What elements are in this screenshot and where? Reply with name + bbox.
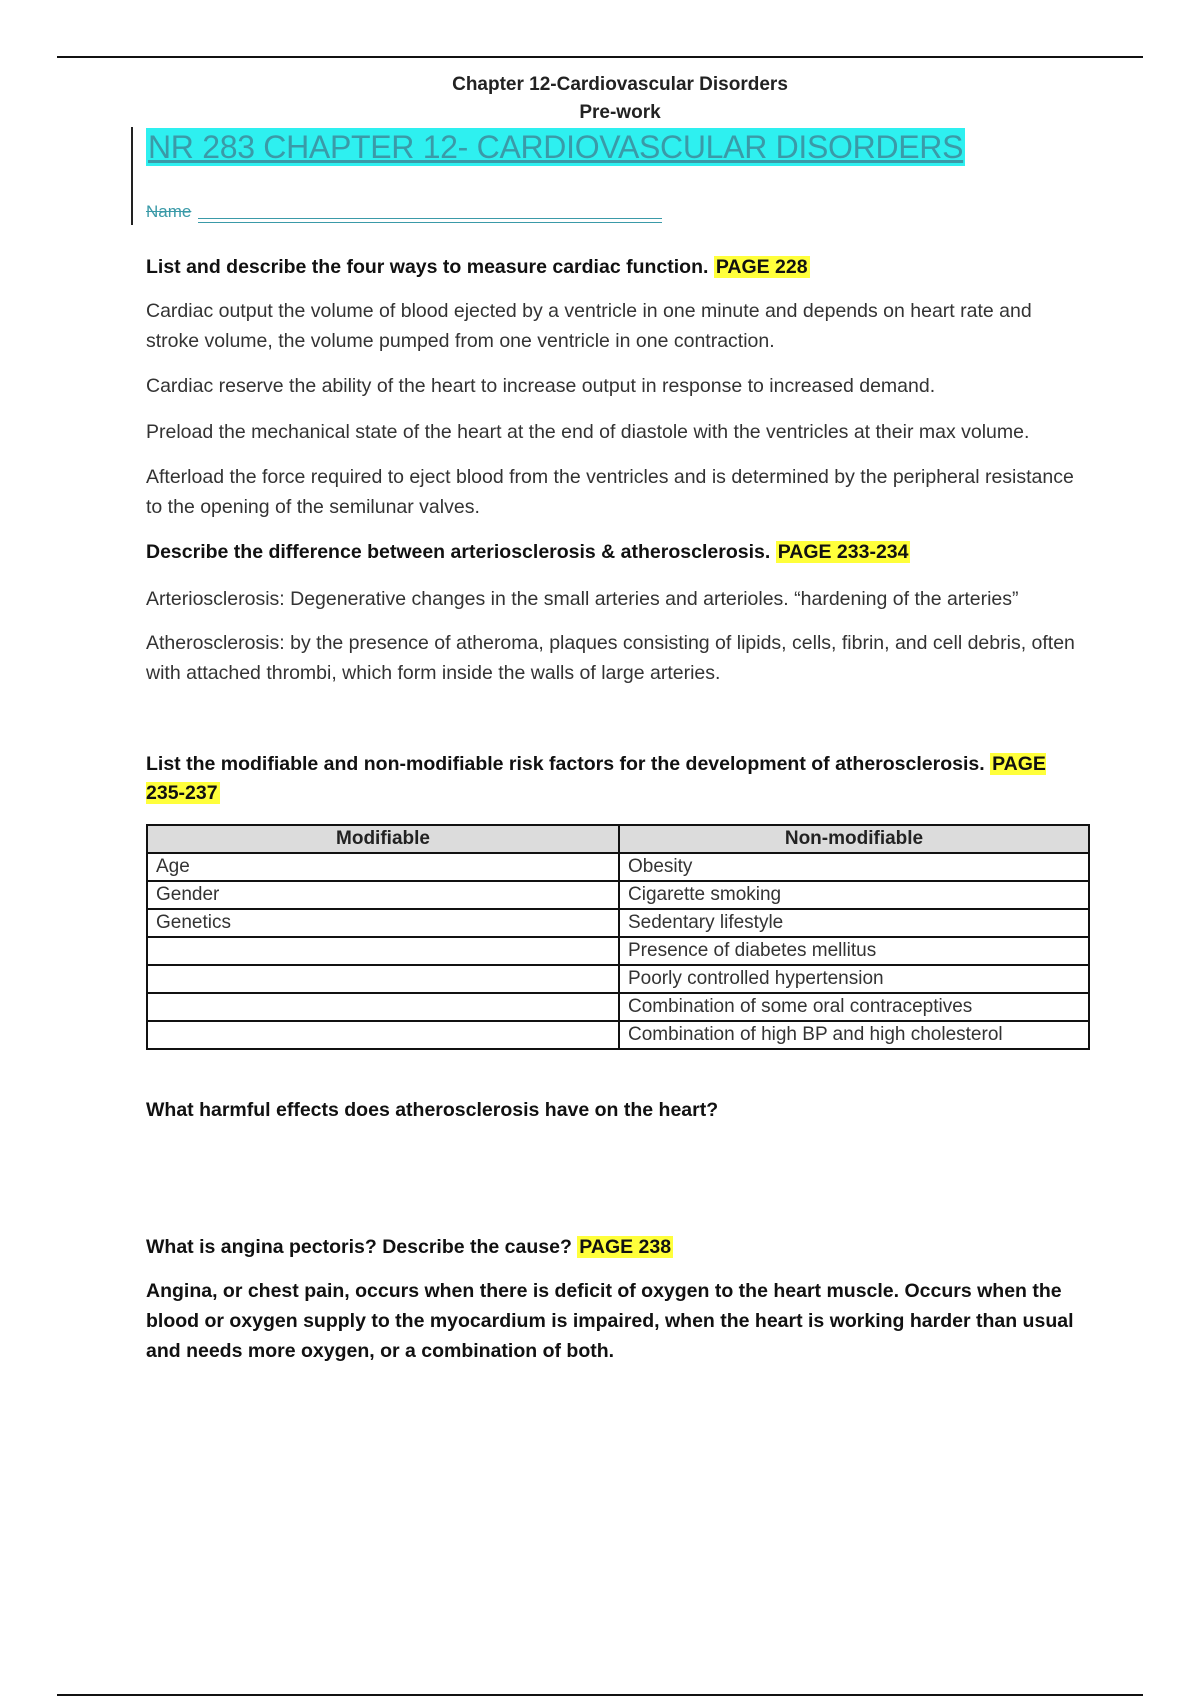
table-cell: Sedentary lifestyle <box>619 909 1089 937</box>
table-row <box>147 965 1089 993</box>
column-header: Modifiable <box>147 825 619 853</box>
question-text: What harmful effects does atherosclerosis have on the heart? <box>146 1099 719 1121</box>
answer-paragraph: Afterload the force required to eject blood from the ventricles and is determined by the peripheral resistance to the opening of the semilunar valves. <box>146 466 1074 518</box>
section-harmful-effects <box>146 1096 1086 1125</box>
table-cell: Cigarette smoking <box>619 881 1089 909</box>
table-row <box>147 881 1089 909</box>
name-field[interactable] <box>146 202 662 226</box>
answer-paragraph: Arteriosclerosis: Degenerative changes in the small arteries and arterioles. “hardening of the arteries” <box>146 588 1019 610</box>
page-reference: PAGE 233-234 <box>777 541 909 563</box>
name-label: Name <box>146 202 192 221</box>
answer-paragraph: Preload the mechanical state of the heart at the end of diastole with the ventricles at their max volume. <box>146 421 1030 443</box>
page-reference: PAGE 235-237 <box>146 753 1046 804</box>
section-arterio-vs-athero <box>146 538 1086 567</box>
table-cell <box>147 965 619 993</box>
page-reference: PAGE 238 <box>579 1236 672 1258</box>
table-row <box>147 909 1089 937</box>
document-title: NR 283 CHAPTER 12- CARDIOVASCULAR DISORDERS <box>148 129 964 165</box>
question-text: What is angina pectoris? Describe the cause? <box>146 1236 572 1258</box>
table-cell: Combination of some oral contraceptives <box>619 993 1089 1021</box>
question-text: List the modifiable and non-modifiable risk factors for the development of atherosclerosis. <box>146 753 985 775</box>
answer-paragraph: Cardiac reserve the ability of the heart to increase output in response to increased demand. <box>146 375 936 397</box>
section-angina <box>146 1233 1086 1262</box>
question-heading <box>146 538 1086 567</box>
table-cell <box>147 937 619 965</box>
question-text: List and describe the four ways to measure cardiac function. <box>146 256 709 278</box>
answer-paragraph: Angina, or chest pain, occurs when there is deficit of oxygen to the heart muscle. Occurs when the blood or oxygen supply to the myocardium is impaired, when the heart is working harder than usual and needs more oxygen, or a combination of both. <box>146 1280 1074 1362</box>
table-cell <box>147 993 619 1021</box>
table-cell: Poorly controlled hypertension <box>619 965 1089 993</box>
top-rule <box>57 56 1143 58</box>
section-risk-factors <box>146 750 1086 808</box>
table-row <box>147 937 1089 965</box>
table-header-row <box>147 825 1089 853</box>
table-cell: Combination of high BP and high cholesterol <box>619 1021 1089 1049</box>
answer-paragraph: Atherosclerosis: by the presence of atheroma, plaques consisting of lipids, cells, fibrin, and cell debris, often with attached thrombi, which form inside the walls of large arteries. <box>146 632 1075 684</box>
table-cell: Genetics <box>147 909 619 937</box>
question-heading <box>146 750 1086 808</box>
chapter-header: Chapter 12-Cardiovascular Disorders <box>452 74 788 95</box>
table-cell: Gender <box>147 881 619 909</box>
column-header: Non-modifiable <box>619 825 1089 853</box>
bottom-rule <box>57 1694 1143 1696</box>
table-cell: Age <box>147 853 619 881</box>
table-row <box>147 1021 1089 1049</box>
question-heading <box>146 1233 1086 1262</box>
question-text: Describe the difference between arteriosclerosis & atherosclerosis. <box>146 541 771 563</box>
risk-factors-table <box>146 824 1090 1050</box>
page-reference: PAGE 228 <box>715 256 808 278</box>
prework-subtitle: Pre-work <box>579 102 661 123</box>
table-cell <box>147 1021 619 1049</box>
section-cardiac-function <box>146 253 1086 282</box>
revision-bar <box>131 127 133 225</box>
answer-paragraph: Cardiac output the volume of blood ejected by a ventricle in one minute and depends on heart rate and stroke volume, the volume pumped from one ventricle in one contraction. <box>146 300 1032 352</box>
name-underline <box>198 218 662 223</box>
question-heading <box>146 253 1086 282</box>
table-row <box>147 993 1089 1021</box>
table-row <box>147 853 1089 881</box>
table-cell: Obesity <box>619 853 1089 881</box>
table-cell: Presence of diabetes mellitus <box>619 937 1089 965</box>
